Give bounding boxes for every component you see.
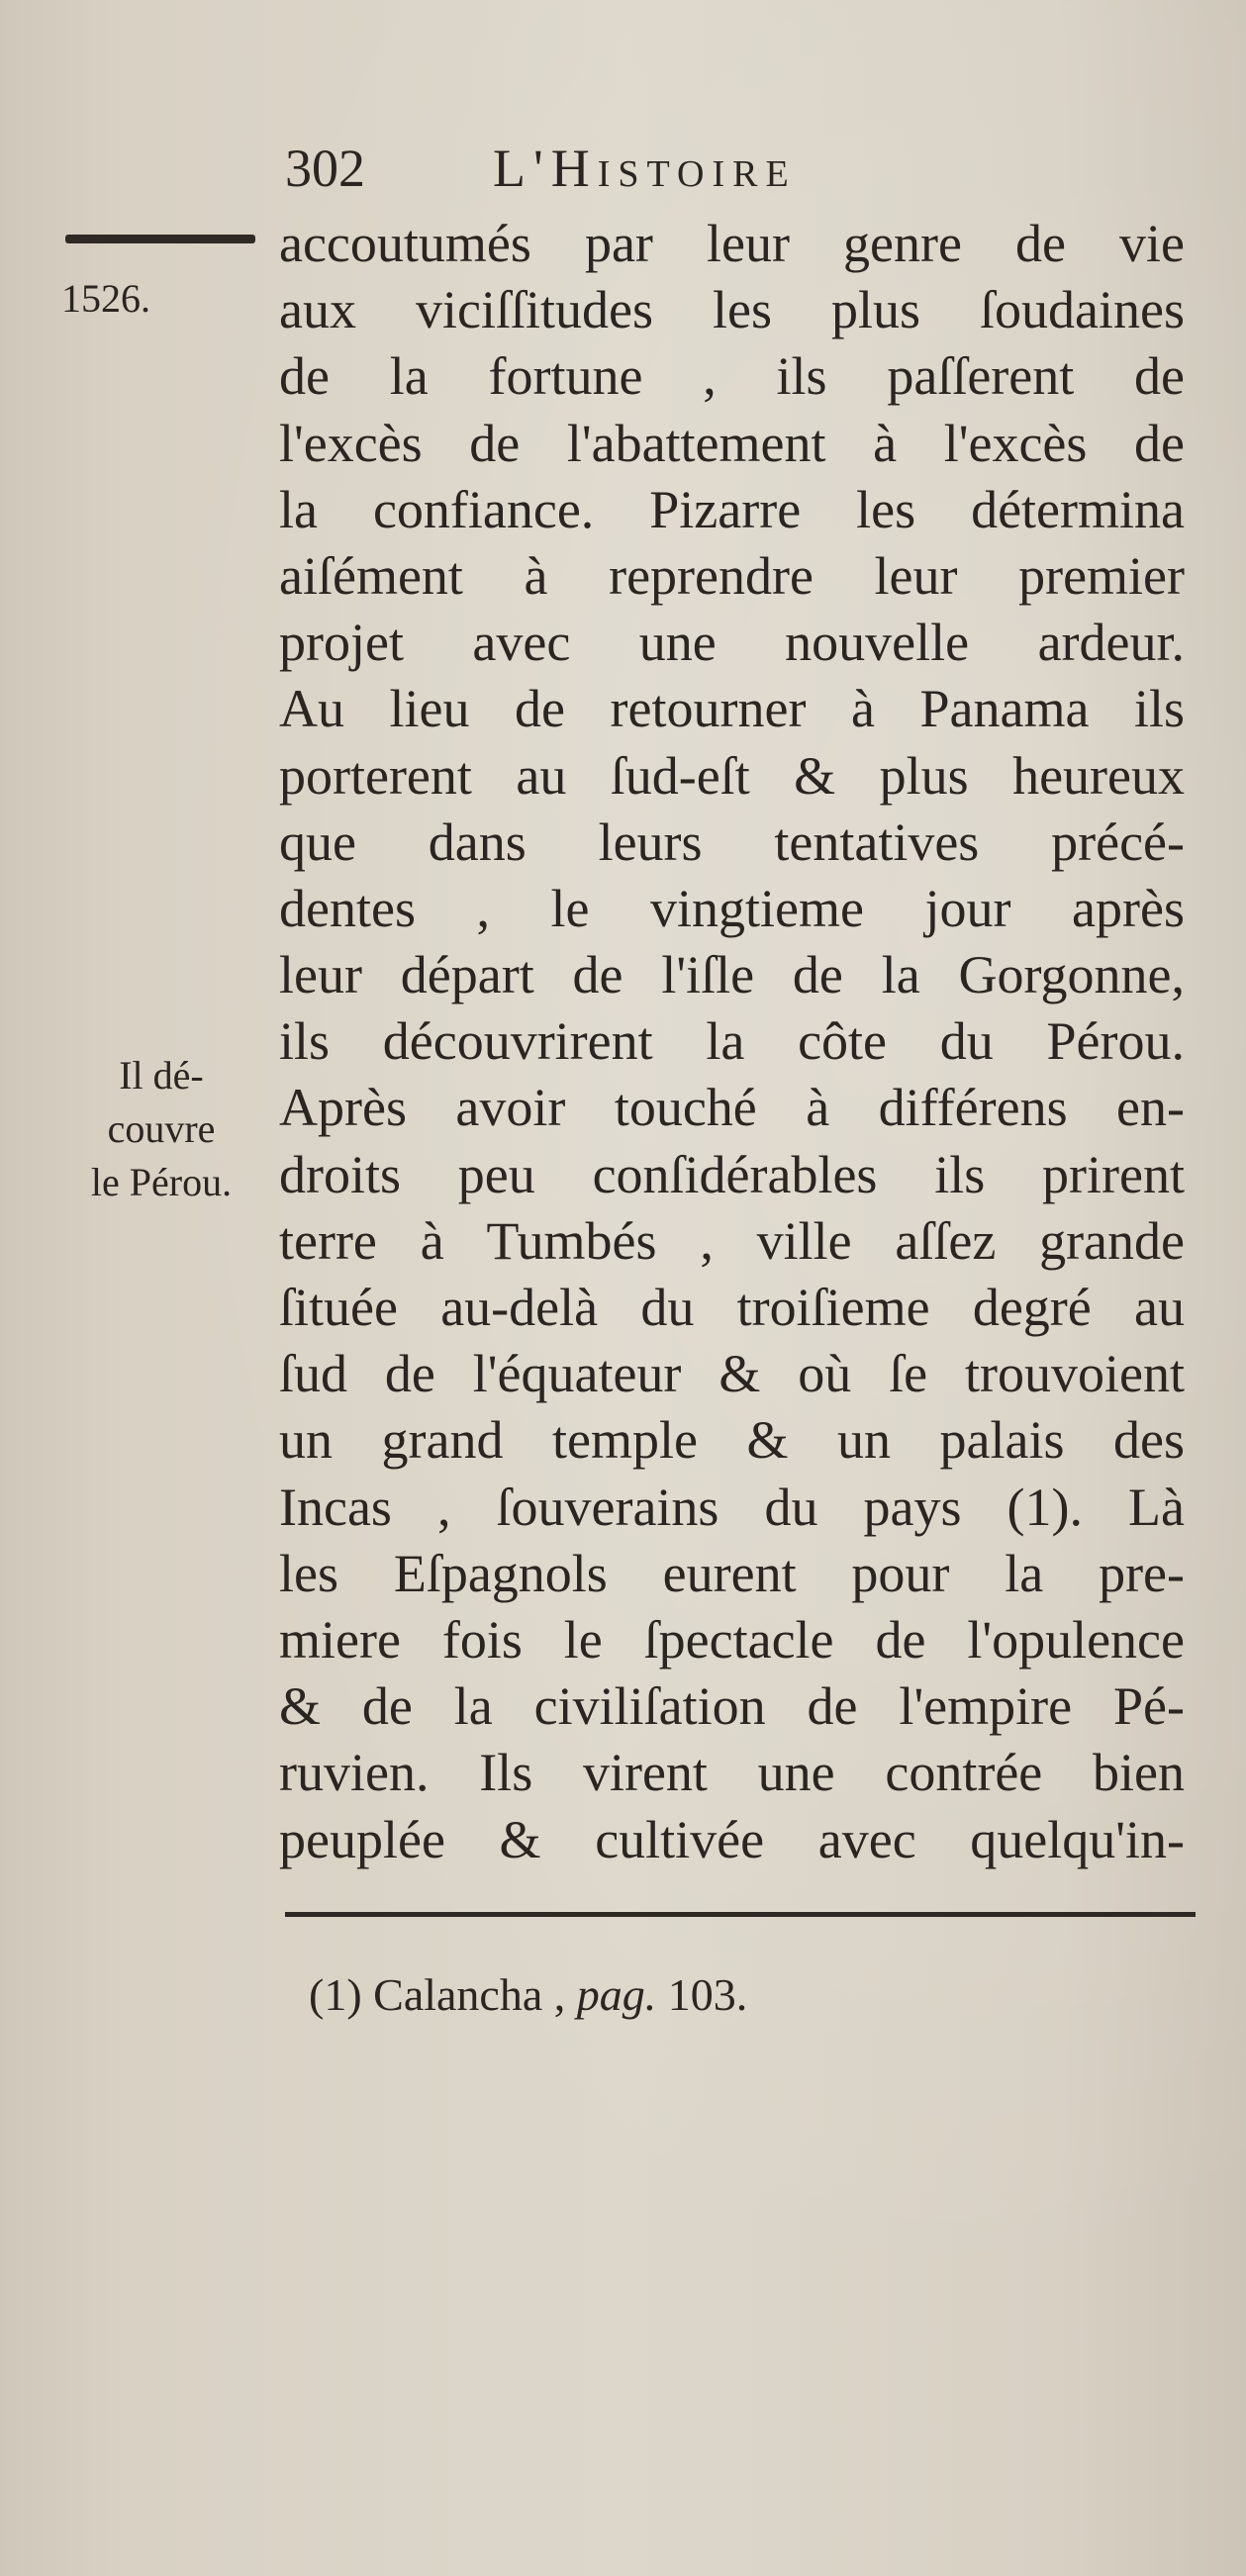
text-line: la confiance. Pizarre les détermina <box>279 479 1185 539</box>
text-line: un grand temple & un palais des <box>279 1410 1185 1471</box>
margin-year: 1526. <box>61 276 150 321</box>
running-title: L'Histoire <box>493 139 797 198</box>
text-line: aux viciſſitudes les plus ſoudaines <box>279 280 1185 340</box>
text-line: Au lieu de retourner à Panama ils <box>279 679 1185 739</box>
text-line: accoutumés par leur genre de vie <box>279 214 1185 273</box>
body-text <box>279 211 1185 1873</box>
text-line: Incas , ſouverains du pays (1). Là <box>279 1477 1185 1537</box>
page-header <box>285 139 1156 198</box>
footnote-abbr: pag. <box>576 1969 657 2020</box>
footnote <box>309 1967 747 2023</box>
text-line: projet avec une nouvelle ardeur. <box>279 613 1185 673</box>
text-line: de la fortune , ils paſſerent de <box>279 346 1185 407</box>
text-line: miere fois le ſpectacle de l'opulence <box>279 1609 1185 1670</box>
margin-note <box>51 1049 271 1209</box>
text-line: les Eſpagnols eurent pour la pre- <box>279 1543 1185 1603</box>
footnote-marker: (1) <box>309 1969 362 2020</box>
text-line: aiſément à reprendre leur premier <box>279 545 1185 606</box>
margin-note-line: le Pérou. <box>90 1160 233 1204</box>
text-line: porterent au ſud-eſt & plus heureux <box>279 745 1185 806</box>
text-line: l'excès de l'abattement à l'excès de <box>279 413 1185 473</box>
text-line: terre à Tumbés , ville aſſez grande <box>279 1210 1185 1271</box>
footnote-rule <box>285 1912 1196 1917</box>
margin-note-line: Il dé- <box>119 1053 204 1097</box>
text-line: droits peu conſidérables ils prirent <box>279 1144 1185 1204</box>
text-line: dentes , le vingtieme jour après <box>279 878 1185 938</box>
text-line: ſud de l'équateur & où ſe trouvoient <box>279 1344 1185 1404</box>
margin-rule <box>65 235 255 243</box>
margin-note-line: couvre <box>107 1106 216 1151</box>
text-line: Après avoir touché à différens en- <box>279 1078 1185 1138</box>
text-line: ruvien. Ils virent une contrée bien <box>279 1743 1185 1803</box>
footnote-page: 103. <box>667 1969 748 2020</box>
text-line: peuplée & cultivée avec quelqu'in- <box>279 1809 1185 1869</box>
text-line: & de la civiliſation de l'empire Pé- <box>279 1676 1185 1737</box>
footnote-text: Calancha , <box>373 1969 566 2020</box>
text-line: que dans leurs tentatives précé- <box>279 811 1185 872</box>
page-number: 302 <box>285 139 365 198</box>
text-line: ils découvrirent la côte du Pérou. <box>279 1011 1185 1072</box>
text-line: ſituée au-delà du troiſieme degré au <box>279 1278 1185 1337</box>
text-line: leur départ de l'iſle de la Gorgonne, <box>279 945 1185 1005</box>
